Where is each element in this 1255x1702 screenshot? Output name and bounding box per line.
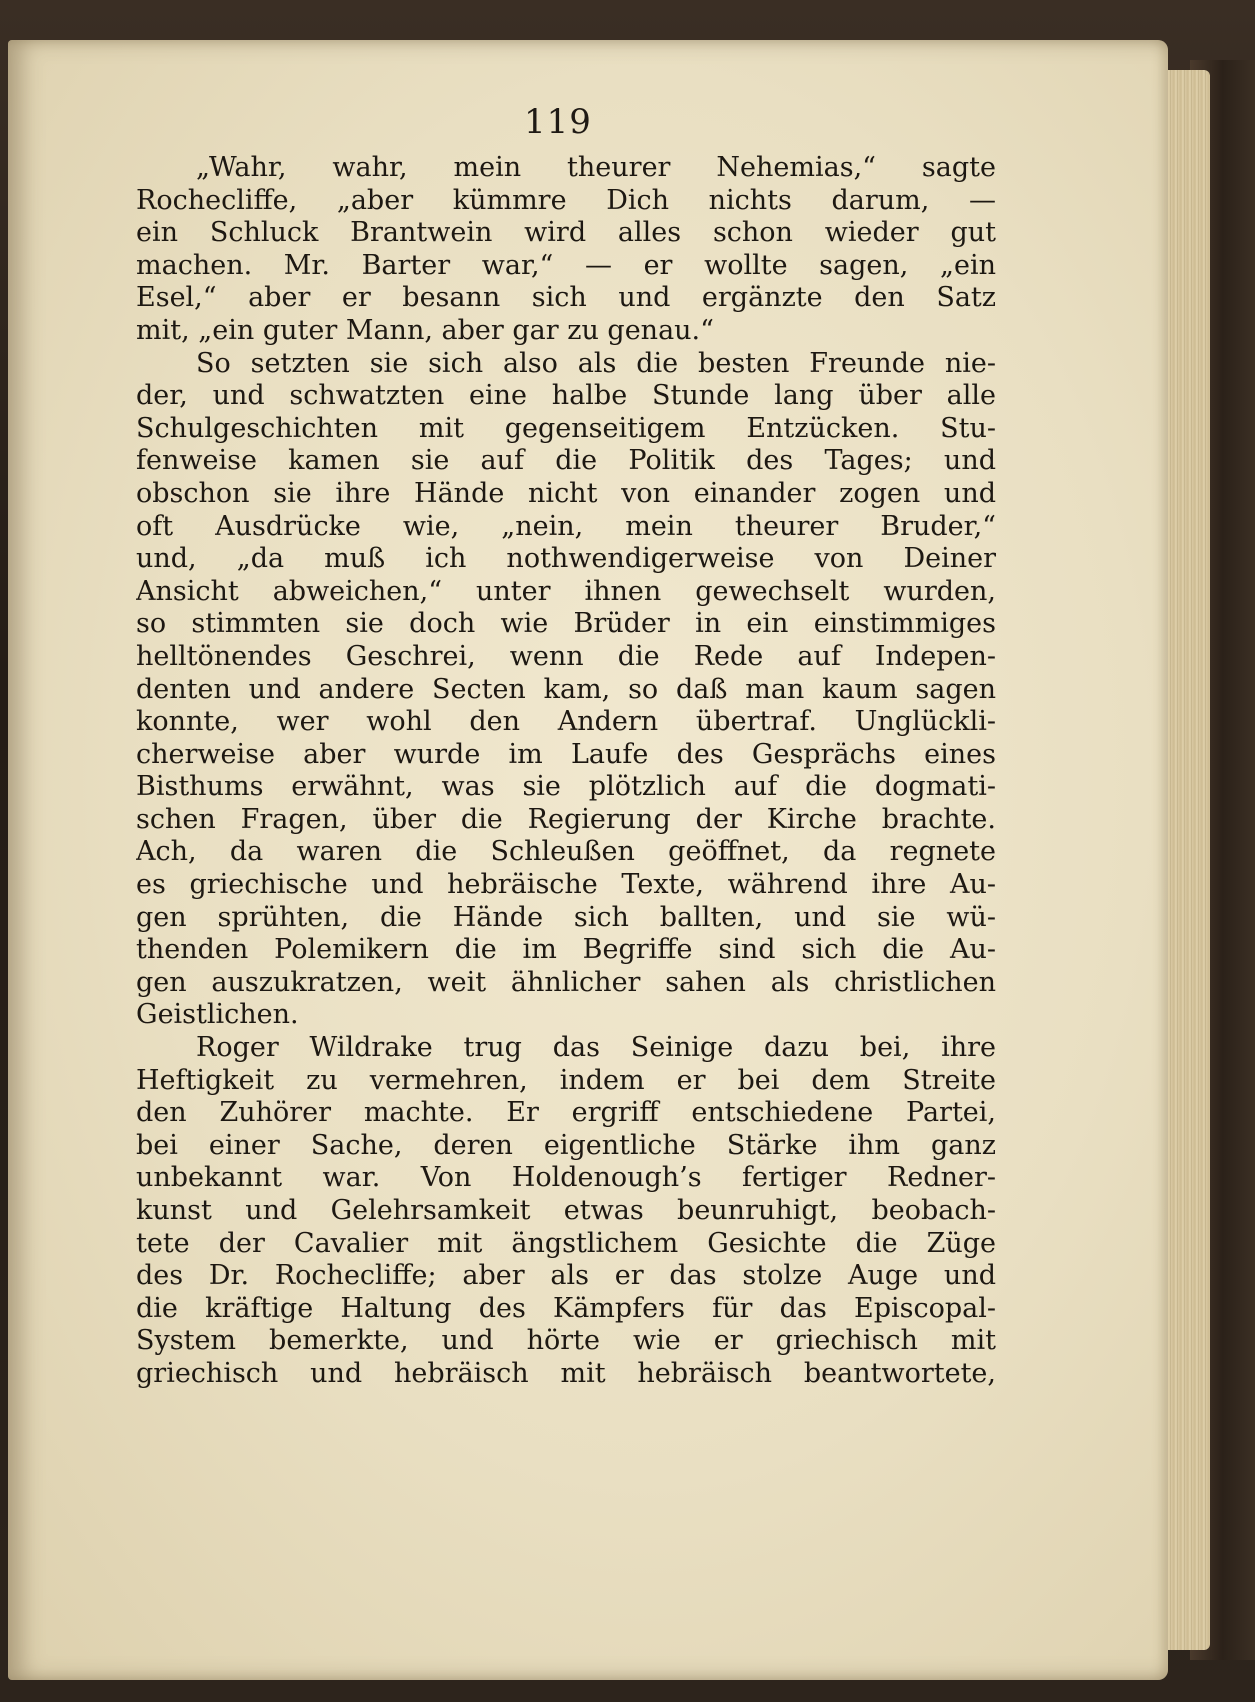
text-line: Roger Wildrake trug das Seinige dazu bei, ihre (196, 1032, 996, 1064)
text-line: denten und andere Secten kam, so daß man kaum sagen (136, 673, 996, 705)
text-line: Bisthums erwähnt, was sie plötzlich auf die dogmati- (136, 771, 996, 803)
text-line: Schulgeschichten mit gegenseitigem Entzücken. Stu- (136, 412, 996, 444)
text-line: System bemerkte, und hörte wie er griechisch mit (136, 1325, 996, 1357)
text-line: der, und schwatzten eine halbe Stunde lang über alle (136, 380, 996, 412)
text-line: es griechische und hebräische Texte, während ihre Au- (136, 869, 996, 901)
text-line: obschon sie ihre Hände nicht von einander zogen und (136, 477, 996, 509)
text-line: so stimmten sie doch wie Brüder in ein einstimmiges (136, 608, 996, 640)
text-line: ein Schluck Brantwein wird alles schon wieder gut (136, 217, 996, 249)
text-line: bei einer Sache, deren eigentliche Stärke ihm ganz (136, 1129, 996, 1161)
text-line: griechisch und hebräisch mit hebräisch beantwortete, (136, 1357, 996, 1389)
text-line: Heftigkeit zu vermehren, indem er bei dem Streite (136, 1064, 996, 1096)
text-line: den Zuhörer machte. Er ergriff entschiedene Partei, (136, 1097, 996, 1129)
text-line: cherweise aber wurde im Laufe des Gesprächs eines (136, 738, 996, 770)
page-number: 119 (524, 102, 592, 142)
text-line: Ansicht abweichen,“ unter ihnen gewechselt wurden, (136, 575, 996, 607)
text-line: thenden Polemikern die im Begriffe sind sich die Au- (136, 934, 996, 966)
page-text-body (136, 152, 996, 1391)
text-line: unbekannt war. Von Holdenough’s fertiger Redner- (136, 1162, 996, 1194)
text-line: machen. Mr. Barter war,“ — er wollte sagen, „ein (136, 249, 996, 281)
text-line: Rochecliffe, „aber kümmre Dich nichts darum, — (136, 184, 996, 216)
text-line: gen auszukratzen, weit ähnlicher sahen als christlichen (136, 966, 996, 998)
text-line: fenweise kamen sie auf die Politik des Tages; und (136, 445, 996, 477)
text-line: des Dr. Rochecliffe; aber als er das stolze Auge und (136, 1260, 996, 1292)
book-page (8, 40, 1168, 1680)
text-line: So setzten sie sich also als die besten Freunde nie- (196, 347, 996, 379)
text-line: gen sprühten, die Hände sich ballten, und sie wü- (136, 901, 996, 933)
text-line: schen Fragen, über die Regierung der Kirche brachte. (136, 803, 996, 835)
text-line: die kräftige Haltung des Kämpfers für das Episcopal- (136, 1292, 996, 1324)
text-line: oft Ausdrücke wie, „nein, mein theurer Bruder,“ (136, 510, 996, 542)
text-line: konnte, wer wohl den Andern übertraf. Unglückli- (136, 706, 996, 738)
text-line: und, „da muß ich nothwendigerweise von Deiner (136, 543, 996, 575)
text-line: „Wahr, wahr, mein theurer Nehemias,“ sagte (196, 152, 996, 183)
text-line: Esel,“ aber er besann sich und ergänzte den Satz (136, 282, 996, 314)
text-line: helltönendes Geschrei, wenn die Rede auf Indepen- (136, 640, 996, 672)
text-line: kunst und Gelehrsamkeit etwas beunruhigt, beobach- (136, 1195, 996, 1226)
text-line: mit, „ein guter Mann, aber gar zu genau.“ (136, 314, 714, 346)
text-line: Geistlichen. (136, 999, 299, 1031)
text-line: tete der Cavalier mit ängstlichem Gesichte die Züge (136, 1227, 996, 1259)
text-line: Ach, da waren die Schleußen geöffnet, da regnete (136, 836, 996, 868)
